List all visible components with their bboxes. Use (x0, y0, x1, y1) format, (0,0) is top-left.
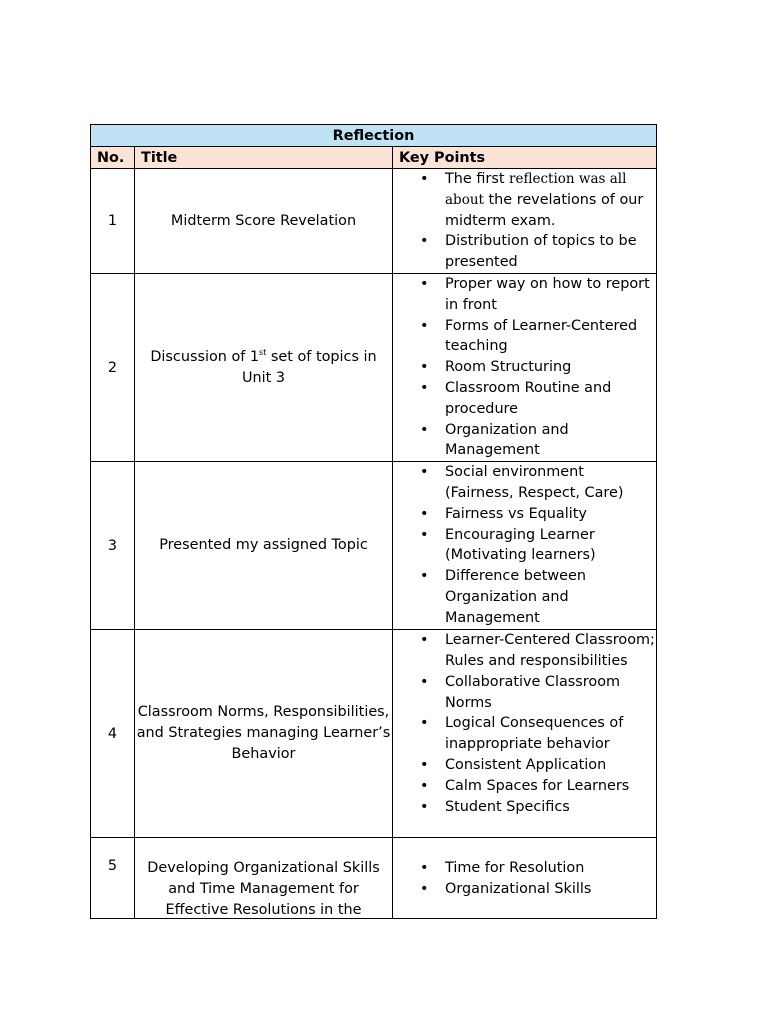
row-title (135, 838, 393, 919)
table-title-row (91, 125, 657, 147)
title-rest: set of topics in Unit 3 (241, 348, 377, 386)
table-row (91, 838, 657, 919)
bullet-icon: • (420, 526, 429, 543)
key-point-text: Fairness vs Equality (445, 505, 587, 522)
row-number: 3 (91, 462, 135, 630)
bullet-icon: • (420, 568, 429, 585)
bullet-icon: • (420, 421, 429, 438)
first-point-b: reflection was all about (445, 171, 627, 208)
key-point-text: Encouraging Learner (Motivating learners) (445, 526, 596, 564)
header-no: No. (91, 147, 135, 169)
key-point-text: Calm Spaces for Learners (445, 777, 630, 794)
list-item (420, 858, 656, 879)
key-point-text: Logical Consequences of inappropriate behavior (445, 715, 624, 753)
bullet-icon: • (420, 359, 429, 376)
list-item (420, 378, 656, 420)
row-title (135, 274, 393, 462)
table-row (91, 274, 657, 462)
table-header-row (91, 147, 657, 169)
row-number: 1 (91, 169, 135, 274)
row-number: 5 (91, 838, 135, 919)
bullet-icon: • (420, 880, 429, 897)
list-item (420, 462, 656, 504)
list-item (420, 566, 656, 628)
title-sup: st (259, 347, 267, 357)
row-title: Classroom Norms, Responsibilities, and Strategies managing Learner’s Behavior (135, 630, 393, 838)
list-item (420, 879, 656, 900)
row-key-points (393, 630, 657, 838)
key-point-text: Student Specifics (445, 798, 570, 815)
key-point-text: Organizational Skills (445, 880, 592, 897)
bullet-icon: • (420, 379, 429, 396)
bullet-icon: • (420, 233, 429, 250)
list-item (420, 630, 656, 672)
row-number: 4 (91, 630, 135, 838)
key-point-text: Collaborative Classroom Norms (445, 673, 621, 711)
list-item (420, 357, 656, 378)
bullet-icon: • (420, 505, 429, 522)
bullet-icon: • (420, 632, 429, 649)
list-item (420, 231, 656, 273)
bullet-icon: • (420, 777, 429, 794)
bullet-icon: • (420, 171, 429, 187)
bullet-icon: • (420, 860, 429, 877)
row-number: 2 (91, 274, 135, 462)
key-point-text: Difference between Organization and Management (445, 568, 586, 626)
row-key-points (393, 169, 657, 274)
bullet-icon: • (420, 715, 429, 732)
header-title: Title (135, 147, 393, 169)
key-point-text: Consistent Application (445, 756, 607, 773)
bullet-icon: • (420, 673, 429, 690)
title-main: Discussion of 1 (150, 348, 260, 365)
row-key-points (393, 462, 657, 630)
key-point-text: Time for Resolution (445, 860, 585, 877)
reflection-table (90, 124, 657, 919)
key-point-text: Forms of Learner-Centered teaching (445, 317, 638, 355)
list-item (420, 672, 656, 714)
list-item (420, 420, 656, 462)
row-title: Presented my assigned Topic (135, 462, 393, 630)
key-point-text: Proper way on how to report in front (445, 276, 650, 313)
first-point-c: the revelations of our midterm exam. (445, 191, 644, 229)
key-point-text: Learner-Centered Classroom; Rules and responsibilities (445, 632, 655, 669)
bullet-icon: • (420, 276, 429, 292)
bullet-icon: • (420, 464, 429, 481)
key-point-text: Social environment (Fairness, Respect, Care) (445, 464, 624, 501)
table-row (91, 630, 657, 838)
bullet-icon: • (420, 317, 429, 334)
list-item (420, 755, 656, 776)
list-item (420, 504, 656, 525)
table-row (91, 169, 657, 274)
key-point-text: Distribution of topics to be presented (445, 233, 637, 271)
list-item (420, 316, 656, 358)
key-point-text: Classroom Routine and procedure (445, 379, 612, 417)
list-item (420, 525, 656, 567)
list-item (420, 169, 656, 231)
row-key-points (393, 838, 657, 919)
first-point-a: The first (445, 171, 510, 187)
list-item (420, 713, 656, 755)
row-key-points (393, 274, 657, 462)
row-title: Midterm Score Revelation (135, 169, 393, 274)
header-key-points: Key Points (393, 147, 657, 169)
row-title-text: Developing Organizational Skills and Time Management for Effective Resolutions in the (147, 860, 380, 918)
table-row (91, 462, 657, 630)
bullet-icon: • (420, 756, 429, 773)
table-title: Reflection (91, 125, 657, 147)
list-item (420, 274, 656, 316)
list-item (420, 776, 656, 797)
key-point-text: Room Structuring (445, 359, 572, 376)
list-item (420, 797, 656, 818)
key-point-text: Organization and Management (445, 421, 569, 459)
bullet-icon: • (420, 798, 429, 815)
